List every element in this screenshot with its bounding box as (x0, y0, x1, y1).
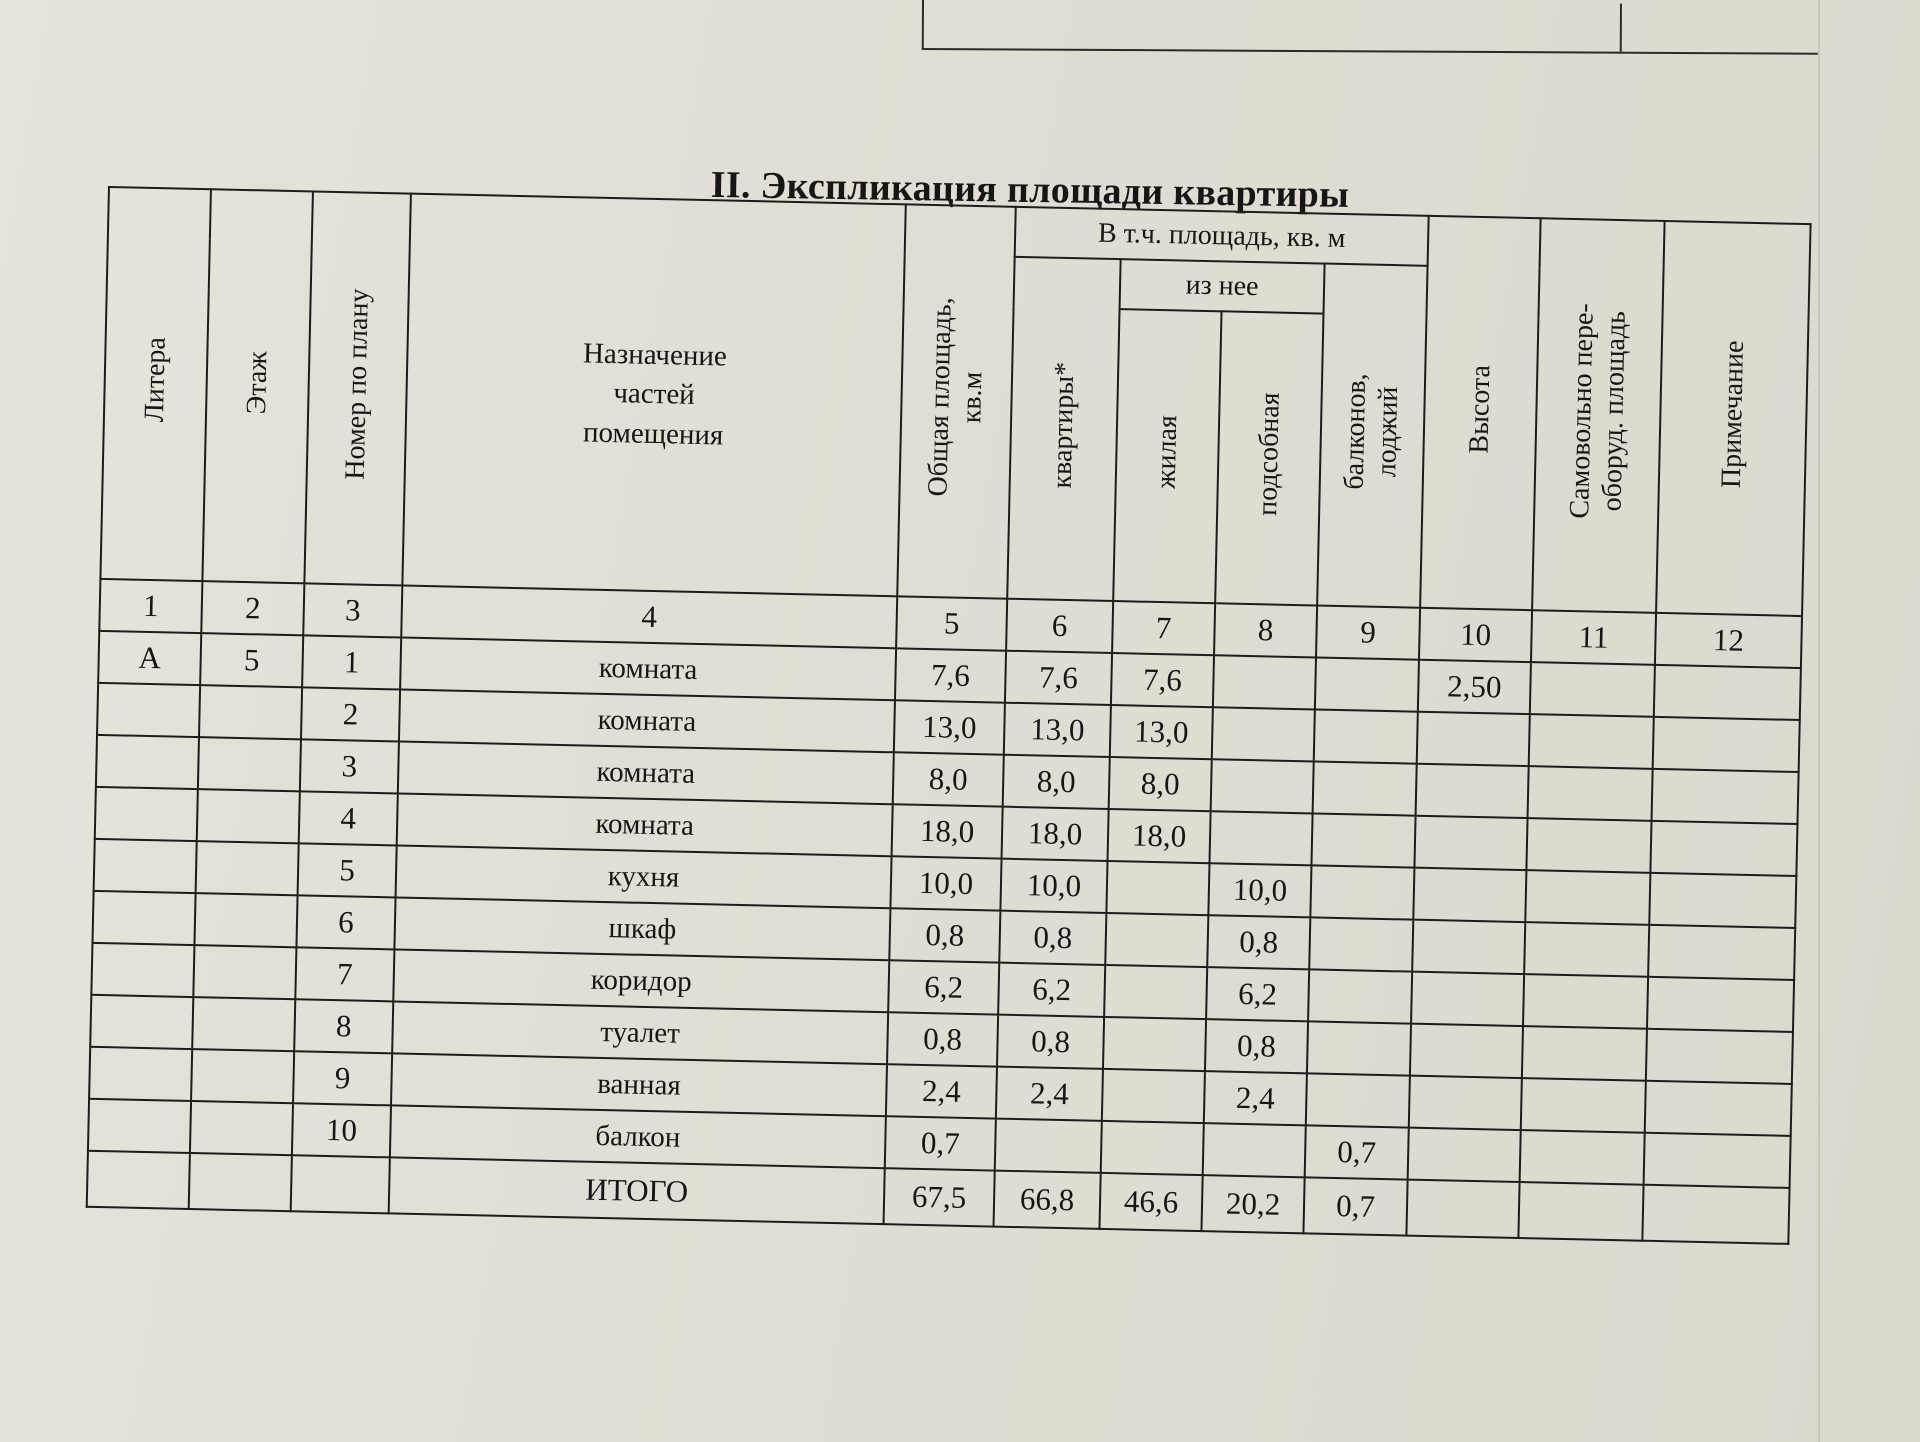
table-cell: 18,0 (892, 804, 1003, 858)
top-frame-divider (1620, 4, 1622, 52)
table-cell (1101, 1121, 1204, 1175)
table-cell: 8 (1214, 603, 1317, 657)
table-cell (1410, 1024, 1523, 1078)
table-cell (1523, 974, 1648, 1029)
header-litera: Литера (100, 187, 211, 581)
table-cell: 0,8 (889, 908, 1000, 962)
table-cell: ИТОГО (389, 1157, 885, 1224)
table-cell (1647, 977, 1794, 1032)
table-cell (1211, 759, 1314, 813)
table-cell: комната (399, 689, 895, 752)
table-cell: 0,8 (999, 911, 1106, 965)
table-cell: 1 (302, 635, 401, 689)
table-cell (1417, 712, 1530, 766)
table-cell: 0,8 (1207, 915, 1310, 969)
table-cell: 5 (200, 633, 303, 687)
table-cell: 6 (1006, 599, 1113, 653)
table-cell (1103, 1017, 1206, 1071)
table-cell (1652, 769, 1799, 824)
table-cell: 0,7 (1305, 1125, 1409, 1179)
table-cell (89, 1047, 192, 1101)
table-cell (1524, 922, 1649, 977)
table-cell (1526, 818, 1651, 873)
table-cell: 7,6 (895, 648, 1006, 702)
table-cell (1209, 811, 1312, 865)
table-cell: 0,8 (887, 1012, 998, 1066)
table-cell (1530, 662, 1655, 717)
table-cell (1646, 1029, 1793, 1084)
table-cell (193, 945, 296, 999)
header-balconies: балконов, лоджий (1317, 264, 1427, 608)
table-cell (96, 735, 199, 789)
table-cell (1649, 873, 1796, 928)
table-cell (1311, 813, 1415, 867)
table-cell (1104, 965, 1207, 1019)
table-cell (1313, 761, 1417, 815)
table-cell (1411, 972, 1524, 1026)
table-cell (1525, 870, 1650, 925)
table-cell: шкаф (394, 897, 890, 960)
table-cell (1306, 1073, 1410, 1127)
table-cell: 8,0 (1003, 755, 1110, 809)
table-cell (1310, 865, 1414, 919)
table-cell (190, 1101, 293, 1155)
table-cell: 6,2 (998, 963, 1105, 1017)
table-cell: 10 (1419, 608, 1532, 662)
table-cell: 7,6 (1111, 653, 1214, 707)
table-cell (1644, 1133, 1791, 1188)
table-cell (1653, 717, 1800, 772)
header-total-area: Общая площадь, кв.м (897, 204, 1016, 598)
table-cell: 5 (298, 843, 397, 897)
table-cell: 4 (299, 791, 398, 845)
table-cell: ванная (391, 1053, 887, 1116)
table-cell (1314, 709, 1418, 763)
table-cell: А (98, 631, 201, 685)
table-cell: 7 (1112, 601, 1215, 655)
top-frame (922, 0, 1818, 55)
table-cell (1520, 1130, 1645, 1185)
table-cell (91, 943, 194, 997)
table-cell (1308, 969, 1412, 1023)
table-cell: 2,50 (1418, 660, 1531, 714)
header-floor: Этаж (202, 189, 313, 583)
table-cell: 6,2 (888, 960, 999, 1014)
table-cell (1650, 821, 1797, 876)
table-cell (88, 1099, 191, 1153)
table-cell: 3 (303, 583, 402, 637)
table-cell: 20,2 (1201, 1175, 1304, 1233)
table-cell: 13,0 (894, 700, 1005, 754)
table-cell (90, 995, 193, 1049)
table-cell (1409, 1076, 1522, 1130)
table-cell (1408, 1128, 1521, 1182)
table-cell (1203, 1123, 1306, 1177)
header-plan-number: Номер по плану (304, 191, 411, 585)
table-cell: 9 (293, 1051, 392, 1105)
table-cell: 2 (301, 687, 400, 741)
table-cell: 18,0 (1108, 809, 1211, 863)
table-cell: 46,6 (1099, 1173, 1202, 1231)
table-cell: 3 (300, 739, 399, 793)
table-cell (1413, 868, 1526, 922)
table-cell: 7 (295, 947, 394, 1001)
explication-table (86, 186, 1812, 1245)
table-cell (1522, 1026, 1647, 1081)
table-cell: 18,0 (1002, 807, 1109, 861)
table-cell: 2 (201, 581, 304, 635)
table-cell: 10 (292, 1103, 391, 1157)
table-cell: 7,6 (1005, 651, 1112, 705)
table-cell: 11 (1531, 610, 1656, 665)
header-purpose: Назначение частей помещения (402, 194, 905, 597)
table-cell: 9 (1316, 605, 1420, 659)
table-cell: 10,0 (890, 856, 1001, 910)
header-self-reequipped: Самовольно пере- оборуд. площадь (1532, 218, 1665, 613)
table-cell (1416, 764, 1529, 818)
table-cell (1645, 1081, 1792, 1136)
table-cell (1105, 913, 1208, 967)
table-cell: 0,7 (1303, 1177, 1407, 1235)
table-cell: 10,0 (1208, 863, 1311, 917)
table-cell: 8,0 (1109, 757, 1212, 811)
table-cell (198, 737, 301, 791)
header-of-it: из нее (1120, 259, 1325, 313)
table-cell (995, 1119, 1102, 1173)
table-cell: 13,0 (1004, 703, 1111, 757)
table-cell: комната (397, 793, 893, 856)
table-cell (94, 839, 197, 893)
table-cell: 2,4 (886, 1064, 997, 1118)
table-cell: 5 (896, 596, 1007, 650)
table-cell (1529, 714, 1654, 769)
table-cell (1654, 665, 1801, 720)
table-cell (1521, 1078, 1646, 1133)
table-cell: 66,8 (994, 1171, 1101, 1229)
table-cell (197, 789, 300, 843)
table-cell (196, 841, 299, 895)
document-title: II. Экспликация площади квартиры (710, 163, 1350, 216)
table-cell (191, 1049, 294, 1103)
table-cell (1518, 1182, 1643, 1241)
table-cell (199, 685, 302, 739)
table-cell: коридор (393, 949, 889, 1012)
page-edge (1818, 0, 1820, 1442)
table-cell: 2,4 (996, 1067, 1103, 1121)
table-cell (95, 787, 198, 841)
table-cell: балкон (390, 1105, 886, 1168)
table-cell: комната (400, 638, 896, 701)
table-cell (1212, 707, 1315, 761)
table-cell (192, 997, 295, 1051)
table-cell (97, 683, 200, 737)
table-cell: туалет (392, 1001, 888, 1064)
table-cell (1648, 925, 1795, 980)
table-cell (189, 1153, 292, 1211)
header-height: Высота (1420, 216, 1541, 610)
table-cell (1307, 1021, 1411, 1075)
table-cell (1213, 655, 1316, 709)
table-cell: 8,0 (893, 752, 1004, 806)
table-cell: 12 (1655, 613, 1802, 668)
header-note: Примечание (1656, 221, 1811, 616)
table-cell (92, 891, 195, 945)
table-cell: 13,0 (1110, 705, 1213, 759)
table-cell (87, 1151, 190, 1209)
table-cell: кухня (396, 845, 892, 908)
table-cell (1412, 920, 1525, 974)
table-cell: 2,4 (1204, 1071, 1307, 1125)
table-cell (1102, 1069, 1205, 1123)
table-cell: 0,7 (885, 1116, 996, 1170)
table-cell: 6 (296, 895, 395, 949)
table-cell (1528, 766, 1653, 821)
table-cell: 0,8 (1205, 1019, 1308, 1073)
table-cell (194, 893, 297, 947)
table-cell: 6,2 (1206, 967, 1309, 1021)
table-cell (1642, 1185, 1789, 1244)
table-cell (1106, 861, 1209, 915)
table-cell (1406, 1180, 1519, 1238)
table-cell: 0,8 (997, 1015, 1104, 1069)
header-apartment: квартиры* (1007, 257, 1120, 601)
header-incl-area-group: В т.ч. площадь, кв. м (1015, 207, 1429, 266)
table-cell (1315, 657, 1419, 711)
table-cell: 4 (401, 586, 897, 649)
table-cell: комната (398, 741, 894, 804)
table-cell (1309, 917, 1413, 971)
table-cell: 67,5 (884, 1168, 995, 1226)
explication-table-wrap (86, 186, 1812, 1245)
table-cell: 10,0 (1000, 859, 1107, 913)
header-living: жилая (1113, 309, 1221, 603)
table-cell: 1 (99, 579, 202, 633)
header-auxiliary: подсобная (1215, 311, 1323, 605)
table-cell: 8 (294, 999, 393, 1053)
table-cell (291, 1155, 390, 1213)
table-cell (1414, 816, 1527, 870)
